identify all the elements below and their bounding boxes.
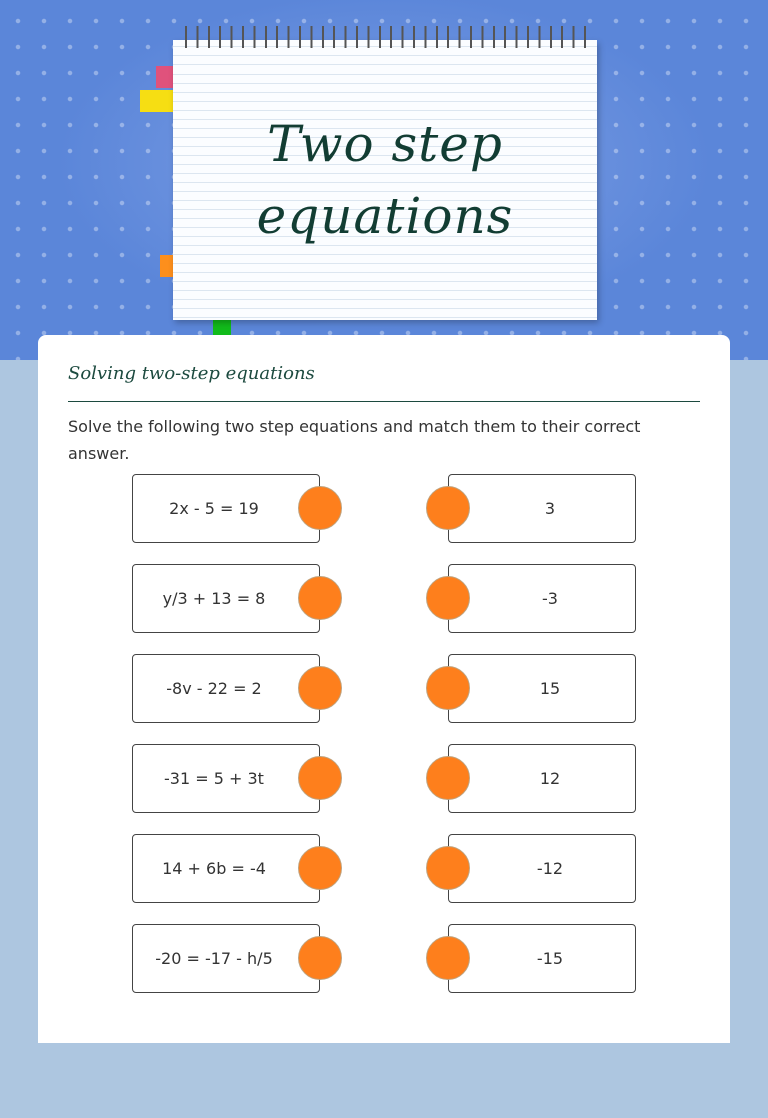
match-connector-right[interactable] [426,756,470,800]
equation-text: -8v - 22 = 2 [166,679,262,698]
equation-text: y/3 + 13 = 8 [162,589,266,608]
answer-box[interactable] [448,924,636,993]
answer-item [38,834,730,903]
equation-text: 14 + 6b = -4 [162,859,266,878]
notebook [173,40,597,320]
answer-box[interactable] [448,744,636,813]
equation-text: -31 = 5 + 3t [164,769,264,788]
answer-box[interactable] [448,564,636,633]
page-title: Two step equations [256,115,514,245]
answer-item [38,744,730,813]
spiral-binding [179,26,591,48]
match-connector-right[interactable] [426,846,470,890]
answer-item [38,924,730,993]
match-connector-right[interactable] [426,666,470,710]
answer-text: -12 [536,859,564,878]
match-connector-right[interactable] [426,936,470,980]
answer-text: 12 [539,769,561,788]
instructions: Solve the following two step equations and match them to their correct answer. [68,417,641,463]
tab-yellow [140,90,174,112]
answer-box[interactable] [448,834,636,903]
answer-box[interactable] [448,474,636,543]
answer-text: -3 [542,589,558,608]
section-heading: Solving two-step equations [68,363,315,384]
answer-item [38,474,730,543]
equation-text: -20 = -17 - h/5 [155,949,273,968]
header-banner [0,0,768,360]
answer-text: -15 [536,949,564,968]
answer-text: 15 [539,679,561,698]
worksheet-card [38,335,730,1043]
answer-text: 3 [544,499,556,518]
answer-item [38,564,730,633]
match-connector-right[interactable] [426,576,470,620]
tab-pink [156,66,174,88]
answer-item [38,654,730,723]
match-connector-right[interactable] [426,486,470,530]
divider [68,401,700,402]
tab-green [213,320,231,336]
answer-box[interactable] [448,654,636,723]
equation-text: 2x - 5 = 19 [169,499,259,518]
